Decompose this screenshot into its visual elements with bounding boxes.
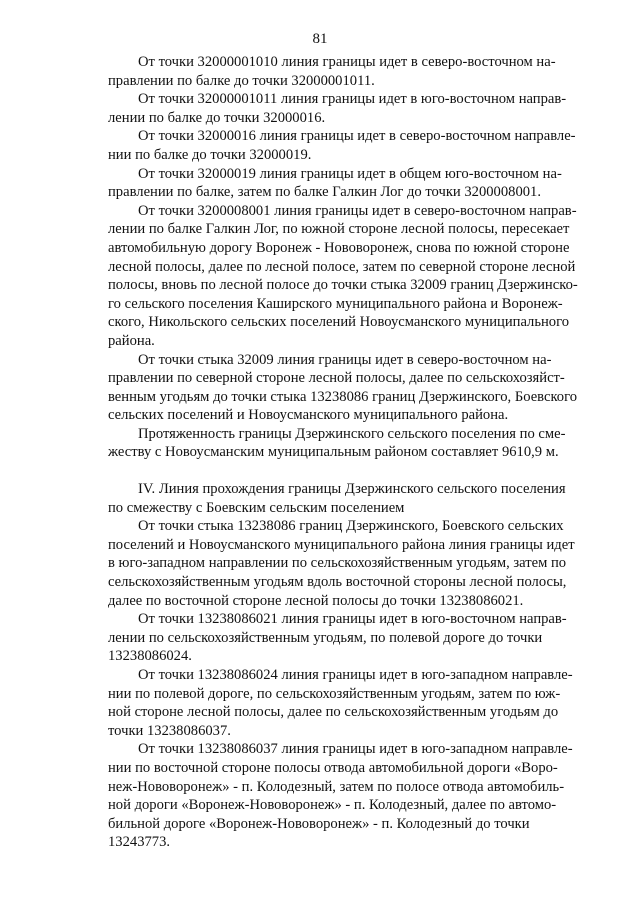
page-number: 81 [312,31,328,47]
paragraph: От точки 32000019 линия границы идет в общем юго-восточном на- правлении по балке, затем по балке Галкин Лог до точки 3200008001. [108,165,562,201]
paragraph: От точки стыка 32009 линия границы идет в северо-восточном на- правлении по северной стороне лесной полосы, далее по сельскохозяйст- венным угодьям до точки стыка 13238086 границ Дзержинского, Боевского сельских поселений и Новоусманского муниципального района. [108,351,578,424]
paragraph: Протяженность границы Дзержинского сельского поселения по сме- жеству с Новоусманским муниципальным районом составляет 9610,9 м. [108,425,566,461]
document-body [108,53,591,852]
paragraph: От точки 32000016 линия границы идет в северо-восточном направле- нии по балке до точки 32000019. [108,128,576,163]
paragraph: От точки 13238086024 линия границы идет в юго-западном направле- нии по полевой дороге, по сельскохозяйственным угодьям, затем по юж- ной стороне лесной полосы, далее по сельскохозяйственным угодьям до точки 13238086037. [108,667,573,739]
paragraph: От точки 32000001011 линия границы идет в юго-восточном направ- лении по балке до точки 32000016. [108,91,567,126]
section-heading: IV. Линия прохождения границы Дзержинского сельского поселения по смежеству с Боевским сельским поселением [108,481,566,516]
paragraph: От точки 13238086021 линия границы идет в юго-восточном направ- лении по сельскохозяйственным угодьям, по полевой дороге до точки 13238086024. [108,611,567,665]
paragraph: От точки стыка 13238086 границ Дзержинского, Боевского сельских поселений и Новоусманского муниципального района линия границы идет в юго-западном направлении по сельскохозяйственным угодьям, затем по сельскохозяйственным угодьям вдоль восточной стороны лесной полосы, далее по восточной стороне лесной полосы до точки 13238086021. [108,518,575,609]
paragraph: От точки 32000001010 линия границы идет в северо-восточном на- правлении по балке до точки 32000001011. [108,54,556,89]
section-spacer [108,462,591,480]
paragraph: От точки 13238086037 линия границы идет в юго-западном направле- нии по восточной стороне полосы отвода автомобильной дороги «Воро- неж-Нововоронеж» - п. Колодезный, затем по полосе отвода автомобиль- ной дороги «Воронеж-Нововоронеж» - п. Колодезный, далее по автомо- бильной дороге «Воронеж-Нововоронеж» - п. Колодезный до точки 13243773. [108,741,573,851]
paragraph: От точки 3200008001 линия границы идет в северо-восточном направ- лении по балке Галкин Лог, по южной стороне лесной полосы, пересекает автомобильную дорогу Воронеж - Нововоронеж, снова по южной стороне лесной полосы, далее по лесной полосе, затем по северной стороне лесной полосы, вновь по лесной полосе до точки стыка 32009 границ Дзержинско- го сельского поселения Каширского муниципального района и Воронеж- ского, Никольского сельских поселений Новоусманского муниципального района. [108,202,578,349]
